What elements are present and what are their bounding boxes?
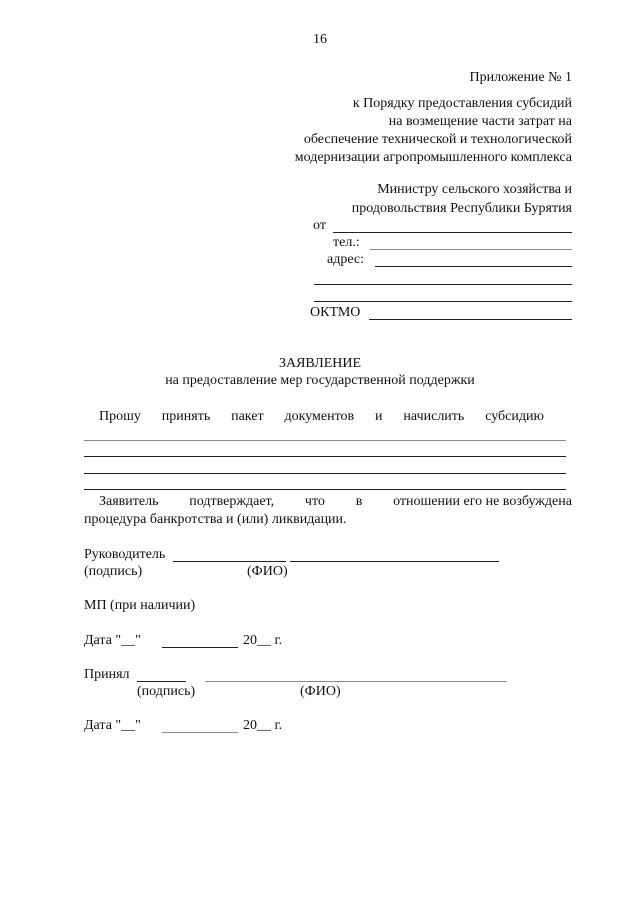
confirm-line-2: процедура банкротства и (или) ликвидации. [84,512,347,527]
accepted-name-caption: (ФИО) [300,684,341,699]
page-number: 16 [313,32,327,47]
head-signature-caption: (подпись) [84,564,143,579]
accepted-signature-caption: (подпись) [137,684,196,699]
date2-prefix: Дата "__" [84,718,141,733]
appendix-line-1: к Порядку предоставления субсидий [352,96,572,111]
request-word: начислить [403,409,465,424]
request-field-line-2[interactable] [84,456,566,457]
stamp-label: МП (при наличии) [84,598,196,613]
from-field-line[interactable] [333,232,572,233]
confirm-line-1 [99,494,572,510]
address-label: адрес: [327,252,365,267]
date-prefix: Дата "__" [84,633,141,648]
confirm-word: что [304,494,325,509]
phone-label: тел.: [333,235,360,250]
address-field-line[interactable] [375,266,572,267]
head-label: Руководитель [84,547,166,562]
appendix-title: Приложение № 1 [469,70,572,85]
request-word: и [375,409,383,424]
request-sentence [99,409,544,425]
addressee-line-1: Министру сельского хозяйства и [377,182,572,197]
request-word: принять [161,409,211,424]
accepted-signature-line[interactable] [137,681,186,682]
document-subtitle: на предоставление мер государственной поддержки [165,373,475,388]
request-word: Прошу [99,409,141,424]
request-word: субсидию [485,409,544,424]
request-field-line-3[interactable] [84,473,566,474]
confirm-word: Заявитель [99,494,159,509]
confirm-word: в [355,494,363,509]
address-extra-line-2[interactable] [314,301,572,302]
request-word: документов [284,409,355,424]
request-field-line-1[interactable] [84,440,566,441]
head-name-line[interactable] [290,561,499,562]
date-month-line[interactable] [162,647,238,648]
confirm-word: подтверждает, [189,494,275,509]
request-field-line-4[interactable] [84,489,566,490]
date-year: 20__ г. [243,633,283,648]
oktmo-field-line[interactable] [369,319,572,320]
address-extra-line-1[interactable] [314,284,572,285]
appendix-line-3: обеспечение технической и технологической [303,132,572,147]
request-word: пакет [231,409,264,424]
accepted-name-line[interactable] [205,681,507,682]
head-name-caption: (ФИО) [247,564,288,579]
accepted-label: Принял [84,667,130,682]
date2-month-line[interactable] [162,732,238,733]
appendix-line-2: на возмещение части затрат на [388,114,572,129]
date2-year: 20__ г. [243,718,283,733]
phone-field-line[interactable] [370,249,572,250]
addressee-line-2: продовольствия Республики Бурятия [351,201,572,216]
from-label: от [313,218,326,233]
appendix-line-4: модернизации агропромышленного комплекса [294,150,572,165]
confirm-word: отношении его не возбуждена [393,494,572,509]
document-title: ЗАЯВЛЕНИЕ [278,356,362,371]
oktmo-label: ОКТМО [310,305,361,320]
head-signature-line[interactable] [173,561,286,562]
